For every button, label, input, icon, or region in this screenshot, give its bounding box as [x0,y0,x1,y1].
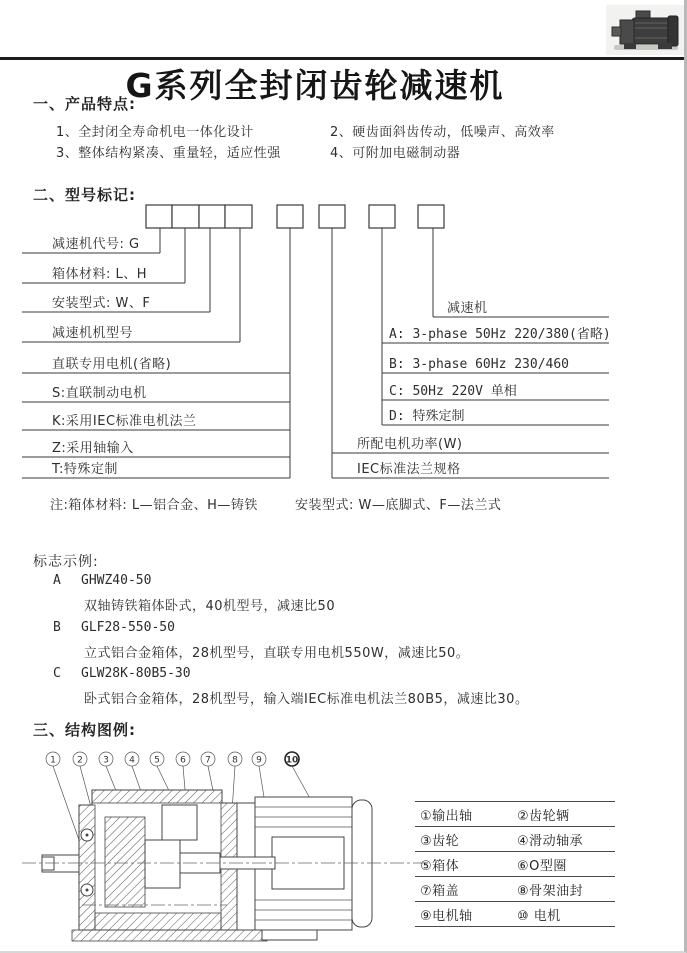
feature-item-1: 1、全封闭全寿命机电一体化设计 [56,125,254,140]
label-iec-flange-spec: IEC标准法兰规格 [357,462,461,477]
legend-item-gear: ③齿轮 [420,833,460,849]
motor-section [220,797,372,940]
callout-7: 7 [205,755,211,766]
legend-item-motor: ⑩ 电机 [517,908,561,924]
callout-10: 10 [285,755,299,766]
legend-row [415,827,615,852]
section-heading-examples: 标志示例: [33,554,99,570]
example-code: GLW28K-80B5-30 [81,666,191,681]
label-voltage-d: D: 特殊定制 [389,409,465,424]
label-mounting-type: 安装型式: W、F [52,296,151,311]
label-brake-motor: S:直联制动电机 [52,386,147,401]
example-key: B [53,620,61,635]
callout-2: 2 [77,755,83,766]
legend-row [415,802,615,827]
label-voltage-b: B: 3-phase 60Hz 230/460 [389,357,570,372]
example-row-c [53,666,191,681]
callout-markers [46,752,299,766]
callout-8: 8 [232,755,238,766]
legend-row [415,877,615,902]
section-heading-model-marking: 二、型号标记: [33,186,136,204]
example-code: GLF28-550-50 [81,620,175,635]
callout-6: 6 [180,755,186,766]
legend-item-output-shaft: ①输出轴 [420,808,473,824]
label-special-custom: T:特殊定制 [52,462,118,477]
label-voltage-a: A: 3-phase 50Hz 220/380(省略) [389,327,611,342]
legend-item-housing: ⑤箱体 [420,858,460,874]
example-row-a [53,573,151,588]
label-reducer-size: 减速机机型号 [52,326,134,341]
example-key: C [53,666,61,681]
label-shaft-input: Z:采用轴输入 [52,441,134,456]
legend-item-oil-seal: ⑧骨架油封 [517,883,584,899]
example-code: GHWZ40-50 [81,573,152,588]
section-heading-structure: 三、结构图例: [33,721,136,739]
example-desc-a: 双轴铸铁箱体卧式，40机型号，减速比50 [84,599,336,614]
callout-1: 1 [50,755,56,766]
output-shaft [42,855,79,872]
note-housing-material: 注:箱体材料: L—铝合金、H—铸铁 [50,498,258,513]
parts-legend-table [415,801,615,927]
feature-item-4: 4、可附加电磁制动器 [330,146,461,161]
example-row-b [53,620,175,635]
example-key: A [53,573,61,588]
legend-item-o-ring: ⑥O型圈 [517,858,567,874]
legend-item-housing-cover: ⑦箱盖 [420,883,460,899]
note-mounting-type: 安装型式: W—底脚式、F—法兰式 [295,498,502,513]
model-code-diagram [0,203,687,493]
page-title: G系列全封闭齿轮减速机 [125,66,505,105]
label-direct-motor: 直联专用电机(省略) [52,357,172,372]
feature-item-3: 3、整体结构紧凑、重量轻，适应性强 [56,146,281,161]
section-heading-features: 一、产品特点: [33,95,136,113]
legend-item-gear-rim: ②齿轮辆 [517,808,570,824]
legend-row [415,852,615,877]
example-desc-c: 卧式铝合金箱体，28机型号，输入端IEC标准电机法兰80B5，减速比30。 [84,692,529,707]
legend-item-motor-shaft: ⑨电机轴 [420,908,473,924]
label-motor-power: 所配电机功率(W) [357,437,463,452]
structure-cross-section-drawing [22,745,432,950]
model-code-boxes [146,205,444,228]
label-reducer: 减速机 [447,301,488,316]
label-voltage-c: C: 50Hz 220V 单相 [389,384,517,399]
callout-4: 4 [129,755,135,766]
callout-9: 9 [256,755,262,766]
callout-5: 5 [154,755,160,766]
label-reducer-code: 减速机代号: G [52,237,140,252]
legend-row [415,902,615,927]
callout-3: 3 [103,755,109,766]
product-photo [606,5,684,55]
example-desc-b: 立式铝合金箱体，28机型号，直联专用电机550W，减速比50。 [84,646,470,661]
label-housing-material: 箱体材料: L、H [52,267,148,282]
legend-item-plain-bearing: ④滑动轴承 [517,833,584,849]
feature-item-2: 2、硬齿面斜齿传动，低噪声、高效率 [330,125,555,140]
label-iec-flange-motor: K:采用IEC标准电机法兰 [52,414,197,429]
